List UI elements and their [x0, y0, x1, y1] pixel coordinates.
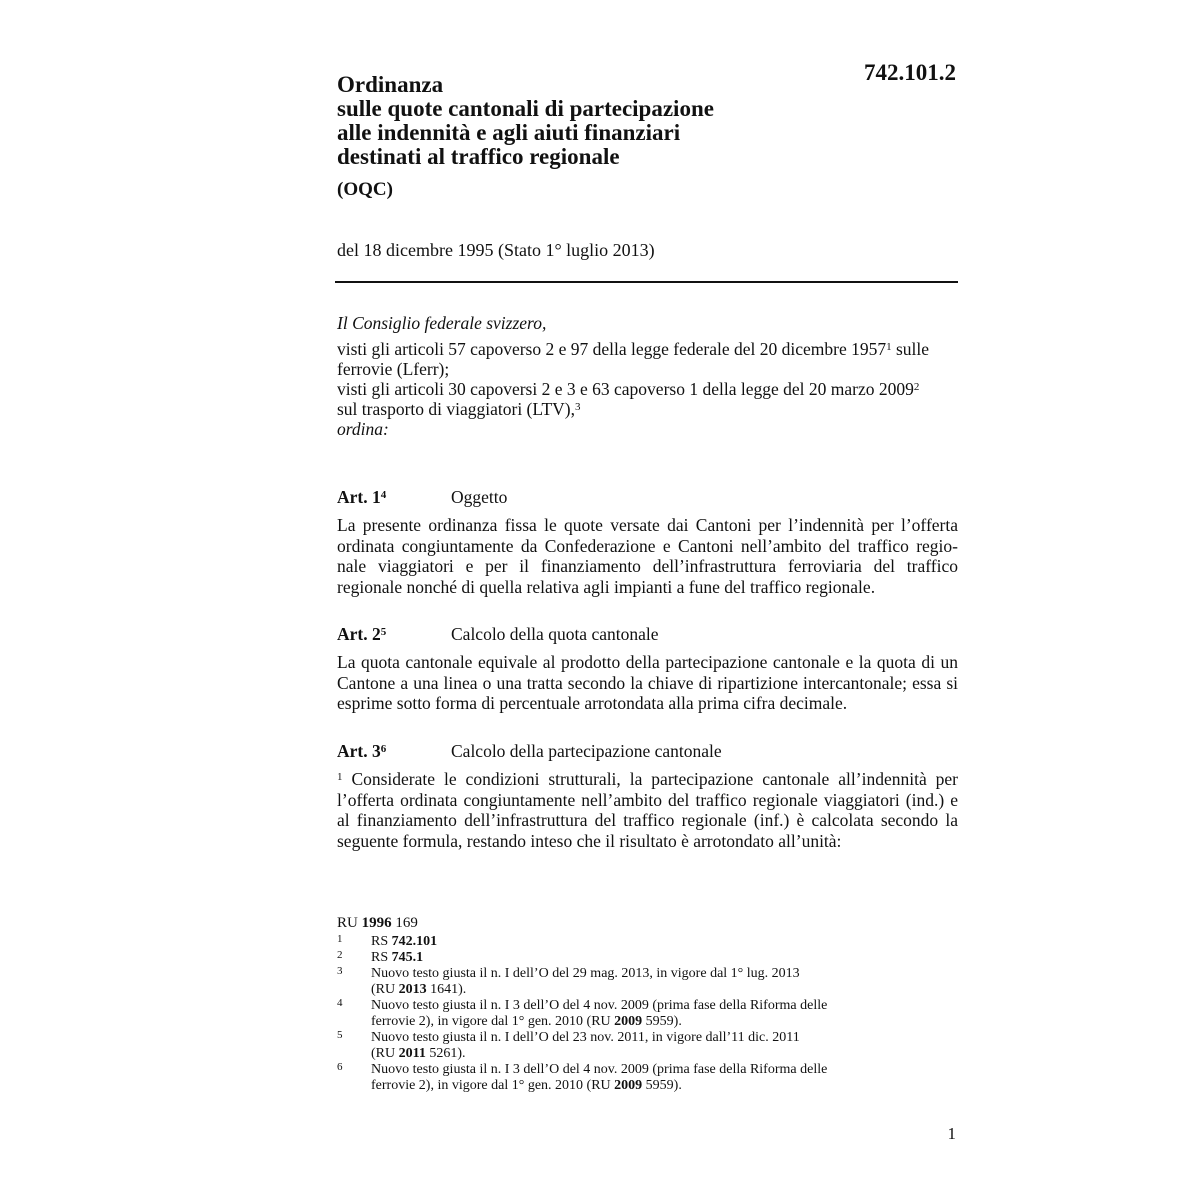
article-number: Art. $2^5$ — [337, 624, 387, 644]
preamble — [337, 313, 958, 439]
footnote-number: 6 — [337, 1061, 343, 1073]
article-heading — [337, 624, 958, 648]
ordinance-title — [337, 73, 777, 169]
footnote-ref: 3 — [575, 401, 581, 413]
footnote-ref: 1 — [886, 341, 892, 353]
article-number: Art. $1^4$ — [337, 487, 387, 507]
preamble-basis-1-cont: ferrovie (Lferr); — [337, 359, 450, 379]
article-body: La presente ordinanza fissa le quote versate dai Cantoni per l’indennità per l’offerta ordinata congiuntamente da Confederazione e Cantoni nell’ambito del traffico regio-nale viaggiatori e per il finanziamento dell’infrastruttura ferroviaria del traffico regionale nonché di quella relativa agli impianti a fune del traffico regionale. — [337, 515, 958, 597]
footnote-number: 3 — [337, 965, 343, 977]
basis-text: sul trasporto di viaggiatori (LTV), — [337, 399, 575, 419]
article-1 — [337, 487, 958, 597]
footnote — [337, 1030, 957, 1062]
preamble-decree: ordina: — [337, 419, 389, 439]
article-body — [337, 769, 958, 851]
footnote — [337, 966, 957, 998]
footnote-number: 2 — [337, 949, 343, 961]
preamble-basis-1 — [337, 339, 958, 359]
footnote-line: (RU 2011 5261). — [371, 1046, 466, 1061]
article-number: Art. $3^6$ — [337, 741, 387, 761]
footnote-line: Nuovo testo giusta il n. I 3 dell’O del 4 nov. 2009 (prima fase della Riforma delle — [371, 998, 828, 1013]
footnote-list — [337, 934, 957, 1094]
footnote-ref: 4 — [380, 489, 387, 501]
article-title: Calcolo della quota cantonale — [451, 624, 659, 644]
page-number: 1 — [947, 1124, 956, 1143]
article-title: Oggetto — [451, 487, 508, 507]
footnote-line: Nuovo testo giusta il n. I 3 dell’O del 4 nov. 2009 (prima fase della Riforma delle — [371, 1062, 828, 1077]
footnote-ref: 2 — [913, 381, 920, 393]
title-line: sulle quote cantonali di partecipazione — [337, 96, 714, 121]
article-3 — [337, 741, 958, 851]
footnote-line: (RU 2013 1641). — [371, 982, 467, 997]
footnote — [337, 1062, 957, 1094]
footnotes — [337, 915, 957, 1094]
footnote-ref: 6 — [380, 743, 387, 755]
ordinance-date: del 18 dicembre 1995 (Stato 1° luglio 2013) — [337, 240, 655, 260]
article-2 — [337, 624, 958, 714]
article-body-text: Considerate le condizioni strutturali, la partecipazione cantonale all’indennità per l’offerta ordinata congiuntamente nell’ambito del traffico regionale viaggiatori (ind.) e al finanziamento dell’infrastruttura del traffico regionale (inf.) è calcolata secondo la seguente formula, restando inteso che il risultato è arrotondato all’unità: — [337, 769, 958, 851]
article-heading — [337, 487, 958, 511]
title-line: Ordinanza — [337, 72, 444, 97]
title-line: destinati al traffico regionale — [337, 144, 620, 169]
preamble-authority: Il Consiglio federale svizzero, — [337, 313, 547, 333]
title-line: alle indennità e agli aiuti finanziari — [337, 120, 681, 145]
footnote-ref: 5 — [380, 626, 387, 638]
footnote-number: 5 — [337, 1029, 343, 1041]
footnote-line: RS 745.1 — [371, 950, 424, 965]
footnote — [337, 934, 957, 950]
footnote-line: Nuovo testo giusta il n. I dell’O del 29 mag. 2013, in vigore dal 1° lug. 2013 — [371, 966, 800, 981]
footnote-line: ferrovie 2), in vigore dal 1° gen. 2010 (RU 2009 5959). — [371, 1014, 682, 1029]
footnote — [337, 998, 957, 1030]
article-title: Calcolo della partecipazione cantonale — [451, 741, 722, 761]
paragraph-number: 1 — [337, 771, 343, 783]
basis-text: visti gli articoli 30 capoversi 2 e 3 e 63 capoverso 1 della legge del 20 marzo 2009 — [337, 379, 914, 399]
preamble-basis-2 — [337, 379, 958, 399]
footnote-line: Nuovo testo giusta il n. I dell’O del 23 nov. 2011, in vigore dall’11 dic. 2011 — [371, 1030, 800, 1045]
article-body: La quota cantonale equivale al prodotto della partecipazione cantonale e la quota di un Cantone a una linea o una tratta secondo la chiave di ripartizione intercantonale; essa si esprime sotto forma di percentuale arrotondata alla prima cifra decimale. — [337, 652, 958, 713]
ru-reference: RU 1996 169 — [337, 915, 418, 931]
article-heading — [337, 741, 958, 765]
basis-text: sulle — [891, 339, 930, 359]
footnote-number: 1 — [337, 933, 343, 945]
basis-text: visti gli articoli 57 capoverso 2 e 97 della legge federale del 20 dicembre 1957 — [337, 339, 887, 359]
footnote-line: RS 742.101 — [371, 934, 438, 949]
document-number: 742.101.2 — [864, 60, 956, 85]
footnote-line: ferrovie 2), in vigore dal 1° gen. 2010 (RU 2009 5959). — [371, 1078, 682, 1093]
preamble-basis-2-cont — [337, 399, 958, 419]
ordinance-abbreviation: (OQC) — [337, 179, 393, 200]
footnote-number: 4 — [337, 997, 343, 1009]
footnote — [337, 950, 957, 966]
header-divider — [335, 281, 958, 283]
